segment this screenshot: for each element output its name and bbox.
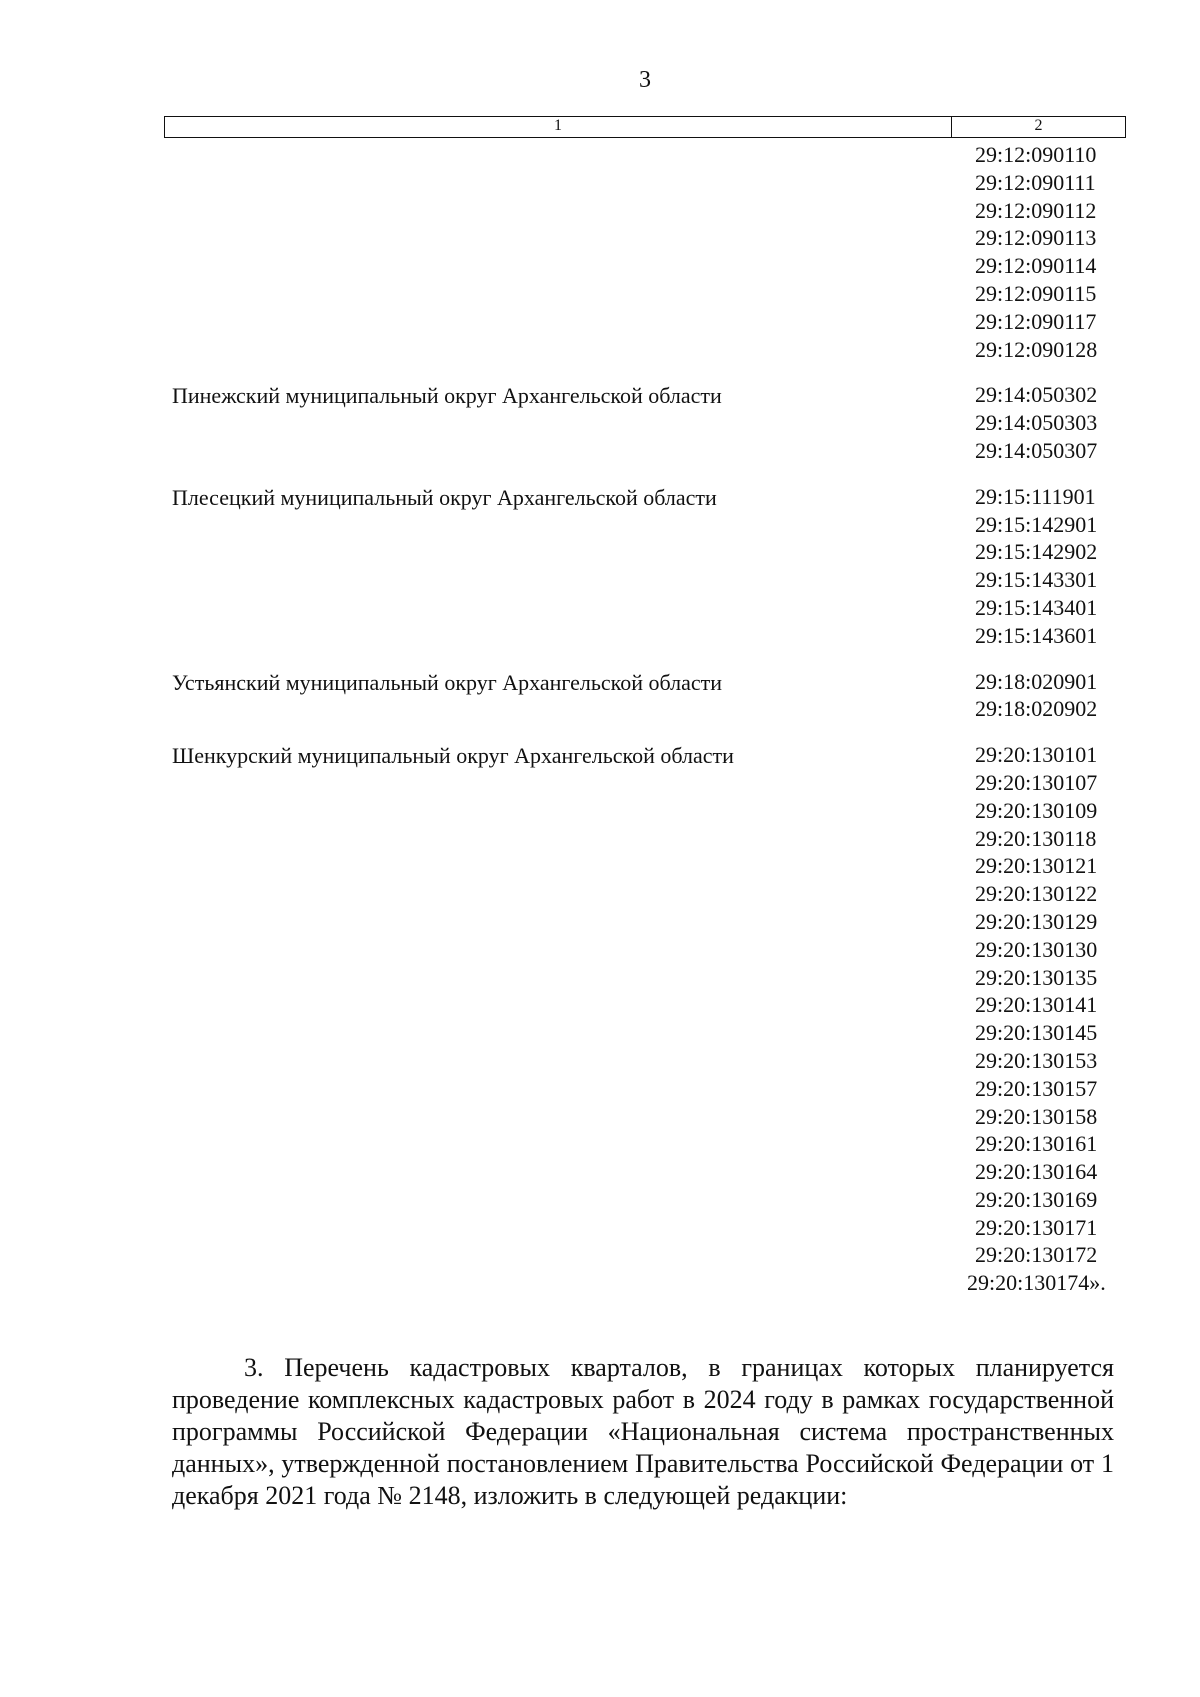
district-name: Шенкурский муниципальный округ Архангельской области <box>172 743 734 769</box>
cadastral-code: 29:12:090111 <box>975 169 1096 195</box>
cadastral-code: 29:12:090115 <box>975 280 1097 306</box>
table-body <box>172 141 1112 1315</box>
body-paragraph: 3. Перечень кадастровых кварталов, в границах которых планируется проведение комплексных кадастровых работ в 2024 году в рамках государственной программы Российской Федерации «Национальная система пространственных данных», утвержденной постановлением Правительства Российской Федерации от 1 декабря 2021 года № 2148, изложить в следующей редакции: <box>172 1353 1114 1510</box>
table-group <box>172 668 1112 724</box>
district-name: Плесецкий муниципальный округ Архангельской области <box>172 484 717 510</box>
cadastral-code: 29:18:020901 <box>975 668 1098 694</box>
cadastral-code: 29:15:142902 <box>975 539 1098 565</box>
cadastral-code: 29:20:130164 <box>975 1159 1098 1185</box>
cadastral-code: 29:20:130171 <box>975 1214 1098 1240</box>
cadastral-code: 29:12:090112 <box>975 197 1097 223</box>
cadastral-code: 29:20:130122 <box>975 881 1098 907</box>
cadastral-code: 29:20:130169 <box>975 1186 1098 1212</box>
cadastral-code: 29:20:130157 <box>975 1075 1098 1101</box>
table-group <box>172 741 1112 1297</box>
cadastral-code-list <box>972 141 1112 363</box>
cadastral-code: 29:15:143301 <box>975 567 1098 593</box>
cadastral-code: 29:20:130130 <box>975 936 1098 962</box>
cadastral-code: 29:15:142901 <box>975 511 1098 537</box>
table-group <box>172 381 1112 464</box>
cadastral-code: 29:20:130135 <box>975 964 1098 990</box>
cadastral-code: 29:20:130121 <box>975 853 1098 879</box>
cadastral-code: 29:20:130174». <box>967 1270 1106 1296</box>
cadastral-code: 29:20:130161 <box>975 1131 1098 1157</box>
cadastral-code: 29:20:130153 <box>975 1047 1098 1073</box>
cadastral-code: 29:20:130118 <box>975 825 1097 851</box>
cadastral-code-list <box>967 741 1112 1297</box>
cadastral-code-list <box>972 668 1112 724</box>
cadastral-code: 29:14:050302 <box>975 382 1098 408</box>
cadastral-code: 29:14:050303 <box>975 410 1098 436</box>
cadastral-code: 29:12:090128 <box>975 336 1098 362</box>
cadastral-code: 29:14:050307 <box>975 437 1098 463</box>
cadastral-code: 29:20:130109 <box>975 797 1098 823</box>
cadastral-code-list <box>972 381 1112 464</box>
table-header-col2: 2 <box>1034 117 1043 134</box>
cadastral-code: 29:12:090110 <box>975 142 1097 167</box>
cadastral-code: 29:20:130172 <box>975 1242 1098 1268</box>
cadastral-code: 29:20:130129 <box>975 908 1098 934</box>
cadastral-code: 29:20:130158 <box>975 1103 1098 1129</box>
cadastral-code: 29:12:090114 <box>975 253 1097 279</box>
table-group <box>172 141 1112 363</box>
page-number: 3 <box>639 67 651 93</box>
cadastral-code: 29:20:130141 <box>975 992 1098 1018</box>
cadastral-code: 29:20:130145 <box>975 1020 1098 1046</box>
table-group <box>172 483 1112 650</box>
cadastral-code: 29:20:130107 <box>975 769 1098 795</box>
district-name <box>172 141 972 363</box>
cadastral-code: 29:15:143601 <box>975 622 1098 648</box>
district-name: Пинежский муниципальный округ Архангельской области <box>172 383 722 409</box>
table-header-col1: 1 <box>165 117 952 137</box>
cadastral-code-list <box>972 483 1112 650</box>
cadastral-code: 29:15:143401 <box>975 594 1098 620</box>
cadastral-code: 29:18:020902 <box>975 696 1098 722</box>
cadastral-code: 29:15:111901 <box>975 483 1096 509</box>
table-header <box>164 116 1126 138</box>
cadastral-code: 29:12:090113 <box>975 225 1097 251</box>
cadastral-code: 29:12:090117 <box>975 308 1097 334</box>
district-name: Устьянский муниципальный округ Архангельской области <box>172 669 723 695</box>
cadastral-code: 29:20:130101 <box>975 742 1098 768</box>
